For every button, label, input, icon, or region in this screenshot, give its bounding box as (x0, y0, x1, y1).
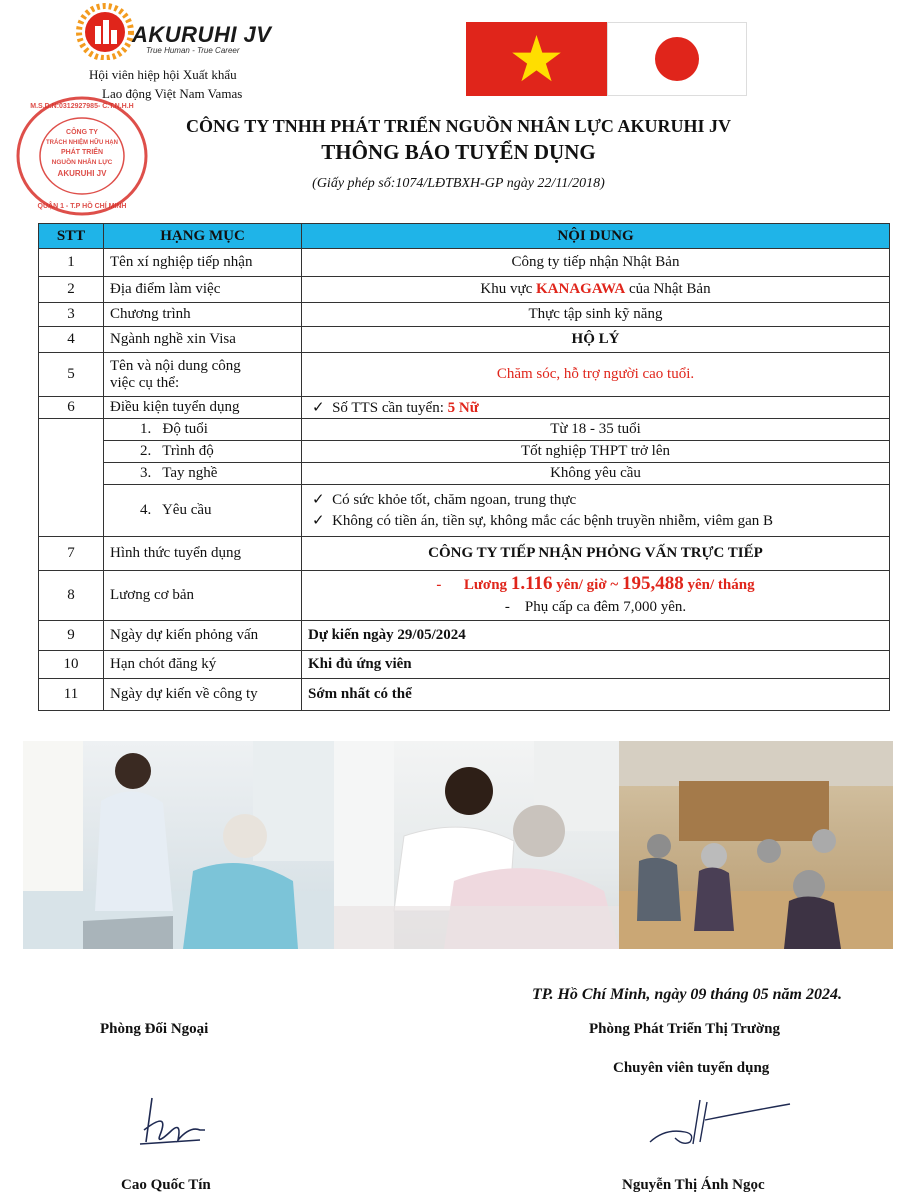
table-header-row (39, 224, 890, 249)
row-content: Chăm sóc, hỗ trợ người cao tuổi. (302, 353, 890, 397)
row-item: Hạn chót đăng ký (104, 651, 302, 679)
table-row (39, 463, 890, 485)
item-line: Tên và nội dung công (110, 357, 241, 374)
row-item (104, 485, 302, 537)
row-item: Điều kiện tuyển dụng (104, 397, 302, 419)
content-prefix: Số TTS cần tuyển: (332, 400, 448, 416)
role-right: Chuyên viên tuyển dụng (613, 1060, 770, 1076)
row-content: Từ 18 - 35 tuổi (302, 419, 890, 441)
wage-unit: yên/ tháng (683, 577, 755, 593)
sub-number: 2. (140, 443, 152, 459)
row-item: Ngành nghề xin Visa (104, 327, 302, 353)
requirement-2: Không có tiền án, tiền sự, không mắc các bệnh truyền nhiễm, viêm gan B (332, 512, 774, 529)
row-number: 4 (39, 327, 104, 353)
logo-tagline: True Human - True Career (146, 46, 240, 55)
elderly-exercise-photo (619, 741, 893, 949)
row-item: Tên xí nghiệp tiếp nhận (104, 249, 302, 277)
signature-right (645, 1098, 795, 1148)
sub-item: Độ tuổi (162, 421, 208, 437)
signer-name-left: Cao Quốc Tín (121, 1177, 211, 1193)
table-row (39, 277, 890, 303)
row-content (302, 277, 890, 303)
row-number: 1 (39, 249, 104, 277)
signature-left (130, 1090, 220, 1150)
sub-item: Tay nghề (162, 465, 218, 481)
requirement-1: Có sức khỏe tốt, chăm ngoan, trung thực (332, 491, 577, 508)
svg-text:M.S.D.N:0312927985- C.T.N.H.H: M.S.D.N:0312927985- C.T.N.H.H (30, 103, 134, 110)
row-number: 2 (39, 277, 104, 303)
row-item (104, 353, 302, 397)
table-row (39, 397, 890, 419)
wage-unit: yên/ giờ ~ (552, 577, 622, 593)
item-line: việc cụ thể: (110, 374, 180, 391)
quota-highlight: 5 Nữ (447, 400, 479, 416)
svg-text:CÔNG TY: CÔNG TY (66, 129, 98, 136)
row-content (302, 485, 890, 537)
dash: - (436, 577, 442, 593)
table-row (39, 441, 890, 463)
row-number: 3 (39, 303, 104, 327)
row-item (104, 419, 302, 441)
svg-text:NGUỒN NHÂN LỰC: NGUỒN NHÂN LỰC (51, 159, 113, 166)
recruitment-table (38, 223, 890, 711)
row-content: CÔNG TY TIẾP NHẬN PHỎNG VẤN TRỰC TIẾP (302, 537, 890, 571)
row-number: 10 (39, 651, 104, 679)
svg-text:AKURUHI JV: AKURUHI JV (57, 169, 107, 178)
header-item: HẠNG MỤC (104, 224, 302, 249)
table-row (39, 419, 890, 441)
row-number: 5 (39, 353, 104, 397)
sub-item: Yêu cầu (161, 502, 212, 518)
svg-text:PHÁT TRIỂN: PHÁT TRIỂN (61, 149, 103, 156)
row-content (302, 397, 890, 419)
checkmark-icon: ✓ (312, 512, 325, 529)
row-content: Khi đủ ứng viên (302, 651, 890, 679)
wage-label: Lương (463, 577, 511, 593)
header-stt: STT (39, 224, 104, 249)
row-content: HỘ LÝ (302, 327, 890, 353)
checkmark-icon: ✓ (312, 400, 325, 416)
table-row (39, 651, 890, 679)
row-number: 11 (39, 679, 104, 711)
signing-date: TP. Hồ Chí Minh, ngày 09 tháng 05 năm 2024. (532, 986, 842, 1003)
wage-monthly: 195,488 (621, 573, 684, 594)
row-content: Dự kiến ngày 29/05/2024 (302, 621, 890, 651)
wage-hourly: 1.116 (510, 573, 553, 594)
header-content: NỘI DUNG (302, 224, 890, 249)
row-item (104, 441, 302, 463)
night-allowance: Phụ cấp ca đêm 7,000 yên. (524, 599, 687, 615)
row-content: Thực tập sinh kỹ năng (302, 303, 890, 327)
table-row (39, 249, 890, 277)
department-right: Phòng Phát Triển Thị Trường (589, 1021, 780, 1037)
japan-flag-icon (607, 22, 747, 96)
row-number: 9 (39, 621, 104, 651)
row-item (104, 463, 302, 485)
membership-line-1: Hội viên hiệp hội Xuất khẩu (89, 67, 237, 82)
table-row (39, 571, 890, 621)
sub-number: 1. (140, 421, 152, 437)
row-number: 7 (39, 537, 104, 571)
row-content (302, 571, 890, 621)
row-content: Tốt nghiệp THPT trở lên (302, 441, 890, 463)
row-number: 6 (39, 397, 104, 419)
content-suffix: của Nhật Bản (625, 281, 711, 297)
table-row (39, 353, 890, 397)
row-number-empty (39, 419, 104, 537)
department-left: Phòng Đối Ngoại (100, 1021, 209, 1037)
checkmark-icon: ✓ (312, 491, 325, 508)
row-item: Hình thức tuyển dụng (104, 537, 302, 571)
logo-wordmark: AKURUHI JV (132, 22, 272, 47)
table-row (39, 621, 890, 651)
row-content: Không yêu cầu (302, 463, 890, 485)
row-item: Ngày dự kiến về công ty (104, 679, 302, 711)
row-number: 8 (39, 571, 104, 621)
table-row (39, 303, 890, 327)
row-item: Ngày dự kiến phỏng vấn (104, 621, 302, 651)
wage-line (436, 573, 755, 594)
location-highlight: KANAGAWA (536, 281, 626, 297)
table-row (39, 327, 890, 353)
dash: - (504, 599, 510, 615)
sub-number: 3. (140, 465, 152, 481)
row-item: Lương cơ bản (104, 571, 302, 621)
row-item: Địa điểm làm việc (104, 277, 302, 303)
sub-number: 4. (140, 502, 152, 518)
content-prefix: Khu vực (480, 281, 537, 297)
table-row (39, 537, 890, 571)
row-content: Công ty tiếp nhận Nhật Bản (302, 249, 890, 277)
row-content: Sớm nhất có thể (302, 679, 890, 711)
caregiver-photo-2 (334, 741, 619, 949)
row-item: Chương trình (104, 303, 302, 327)
company-logo-icon (72, 2, 138, 60)
table-row (39, 679, 890, 711)
membership-line-2: Lao động Việt Nam Vamas (102, 86, 243, 101)
caregiver-photo-1 (23, 741, 334, 949)
svg-text:QUẬN 1 - T.P HỒ CHÍ MINH: QUẬN 1 - T.P HỒ CHÍ MINH (37, 203, 127, 210)
svg-text:TRÁCH NHIỆM HỮU HẠN: TRÁCH NHIỆM HỮU HẠN (46, 140, 118, 146)
sub-item: Trình độ (162, 443, 214, 459)
table-row (39, 485, 890, 537)
license-info: (Giấy phép số:1074/LĐTBXH-GP ngày 22/11/2018) (312, 176, 605, 191)
notice-title: THÔNG BÁO TUYỂN DỤNG (321, 140, 596, 164)
signer-name-right: Nguyễn Thị Ánh Ngọc (622, 1177, 765, 1193)
vietnam-flag-icon (466, 22, 607, 96)
company-name: CÔNG TY TNHH PHÁT TRIỂN NGUỒN NHÂN LỰC AKURUHI JV (186, 116, 731, 136)
